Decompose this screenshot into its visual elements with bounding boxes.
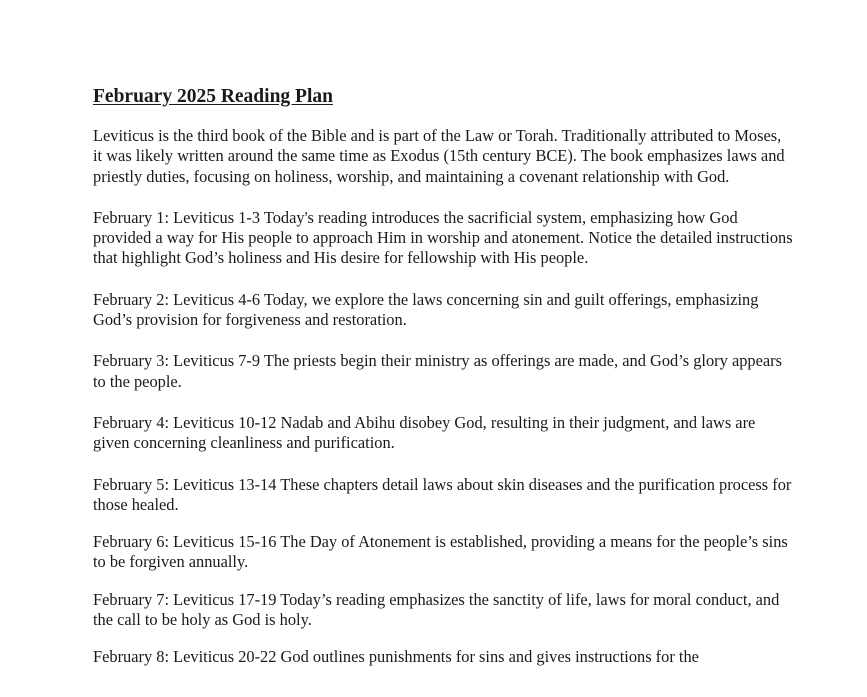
- reading-entry-feb-4: February 4: Leviticus 10-12 Nadab and Abihu disobey God, resulting in their judgment, and laws are given concerning cleanliness and purification.: [93, 412, 756, 453]
- reading-entry-feb-6: February 6: Leviticus 15-16 The Day of Atonement is established, providing a means for the people’s sins to be forgiven annually.: [93, 532, 788, 572]
- reading-entry-feb-2: February 2: Leviticus 4-6 Today, we explore the laws concerning sin and guilt offerings, emphasizing God’s provision for forgiveness and restoration.: [93, 289, 759, 330]
- reading-entry-feb-5: February 5: Leviticus 13-14 These chapters detail laws about skin diseases and the purification process for those healed.: [93, 474, 792, 514]
- reading-entry-feb-7: February 7: Leviticus 17-19 Today’s reading emphasizes the sanctity of life, laws for moral conduct, and the call to be holy as God is holy.: [93, 589, 780, 630]
- reading-entry-feb-8: February 8: Leviticus 20-22 God outlines punishments for sins and gives instructions for the: [93, 647, 699, 667]
- document-page: [93, 86, 793, 668]
- reading-entry-feb-3: February 3: Leviticus 7-9 The priests begin their ministry as offerings are made, and God’s glory appears to the people.: [93, 351, 782, 391]
- document-title: February 2025 Reading Plan: [93, 86, 333, 107]
- reading-entry-feb-1: February 1: Leviticus 1-3 Today's reading introduces the sacrificial system, emphasizing how God provided a way for His people to approach Him in worship and atonement. Notice the detailed instructions that highlight God’s holiness and His desire for fellowship with His people.: [93, 207, 793, 268]
- intro-paragraph: Leviticus is the third book of the Bible and is part of the Law or Torah. Traditionally attributed to Moses, it was likely written around the same time as Exodus (15th century BCE). The book emphasizes laws and priestly duties, focusing on holiness, worship, and maintaining a covenant relationship with God.: [93, 126, 785, 186]
